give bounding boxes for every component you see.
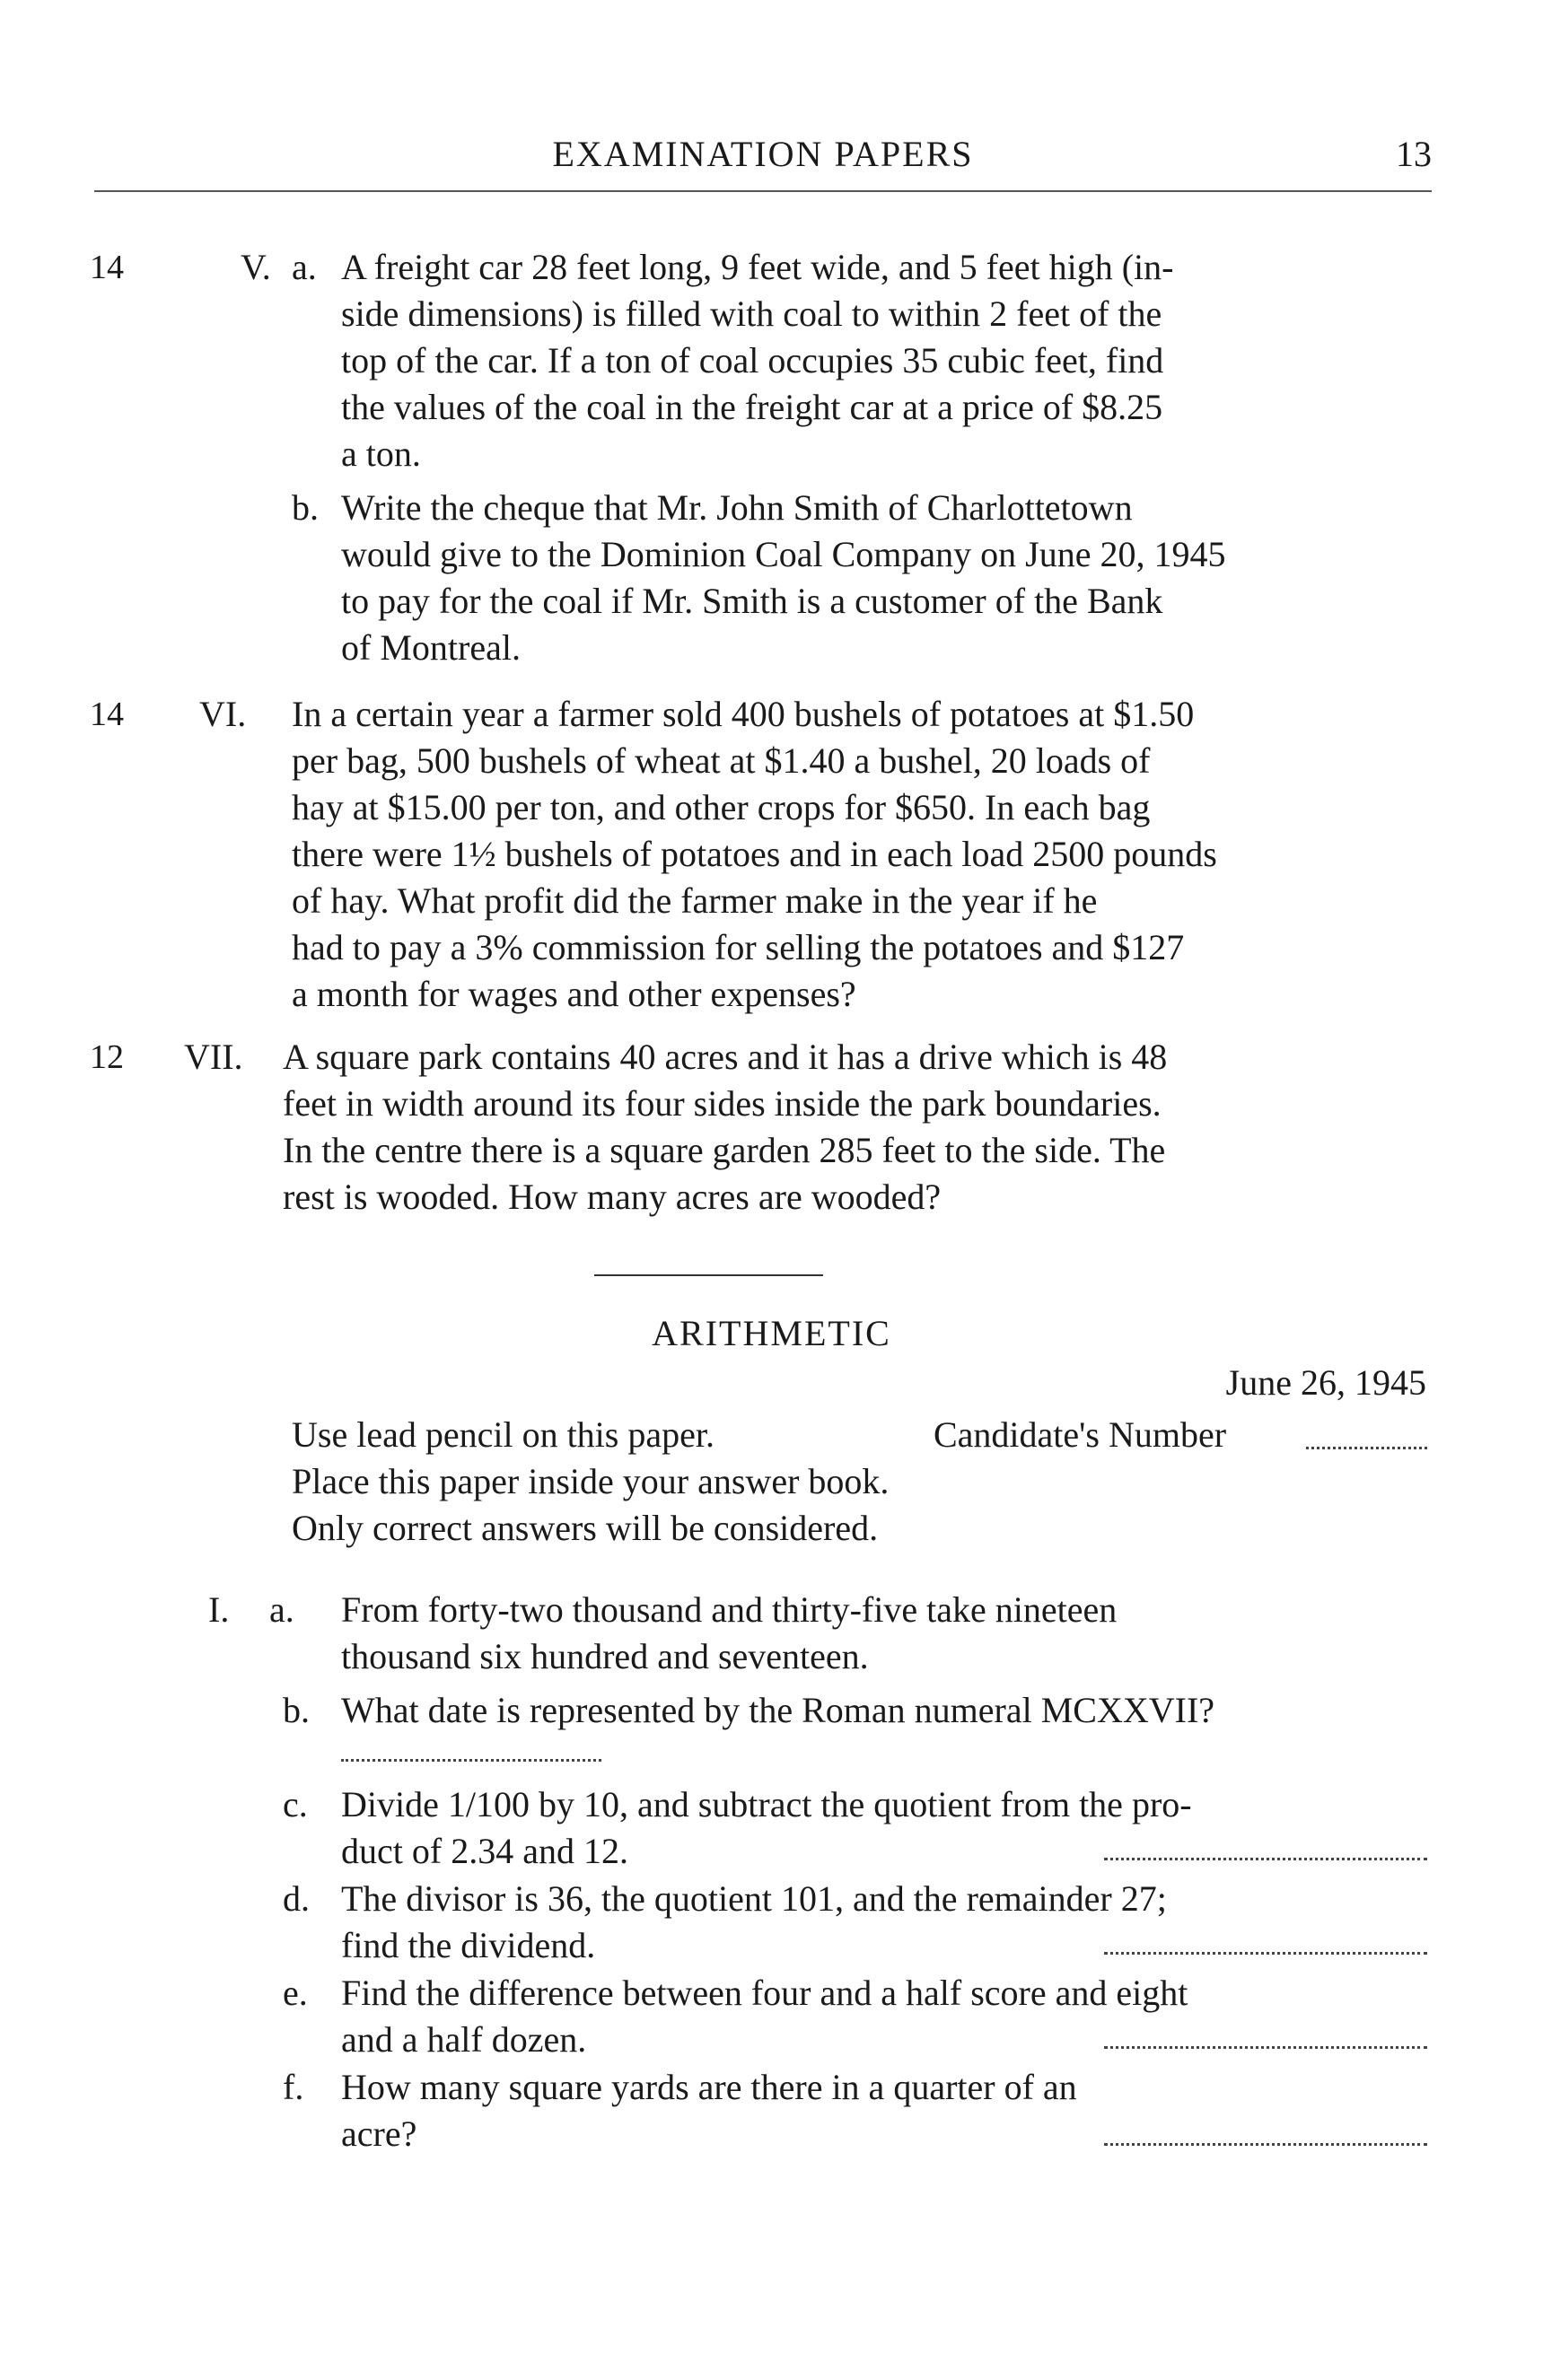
q5b-line-4: of Montreal.	[341, 627, 521, 668]
ie-line-2: and a half dozen.	[341, 2019, 587, 2060]
q5a-line-2: side dimensions) is filled with coal to within 2 feet of the	[341, 293, 1162, 334]
instruction-1: Use lead pencil on this paper.	[292, 1414, 715, 1455]
q6-line-1: In a certain year a farmer sold 400 bushels of potatoes at $1.50	[292, 694, 1195, 734]
ib-line-1: What date is represented by the Roman numeral MCXXVII?	[341, 1690, 1215, 1730]
q5a-line-4: the values of the coal in the freight car at a price of $8.25	[341, 387, 1163, 427]
ia-line-1: From forty-two thousand and thirty-five take nineteen	[341, 1589, 1118, 1630]
q5b-line-3: to pay for the coal if Mr. Smith is a customer of the Bank	[341, 581, 1163, 621]
id-line-2: find the dividend.	[341, 1925, 596, 1965]
q7-line-4: rest is wooded. How many acres are wooded?	[283, 1177, 942, 1217]
section-title-arithmetic: ARITHMETIC	[652, 1313, 891, 1353]
page-number: 13	[1396, 134, 1432, 174]
answer-field-if[interactable]	[1104, 2143, 1427, 2146]
part-label-q5a: a.	[292, 247, 317, 287]
ia-line-2: thousand six hundred and seventeen.	[341, 1636, 869, 1676]
ic-line-1: Divide 1/100 by 10, and subtract the quotient from the pro-	[341, 1784, 1192, 1824]
part-label-if: f.	[283, 2067, 304, 2107]
exam-date: June 26, 1945	[1225, 1362, 1426, 1403]
ie-line-1: Find the difference between four and a half score and eight	[341, 1973, 1188, 2013]
q7-line-1: A square park contains 40 acres and it has a drive which is 48	[283, 1037, 1168, 1077]
part-label-ie: e.	[283, 1973, 308, 2013]
part-label-q5b: b.	[292, 487, 319, 528]
page-header	[94, 133, 1432, 192]
section-divider	[594, 1274, 823, 1276]
q6-line-6: had to pay a 3% commission for selling the potatoes and $127	[292, 927, 1185, 967]
candidate-number-label: Candidate's Number	[934, 1414, 1227, 1455]
question-number-i: I.	[208, 1589, 230, 1630]
q5b-line-2: would give to the Dominion Coal Company on June 20, 1945	[341, 534, 1226, 574]
answer-field-ic[interactable]	[1104, 1858, 1427, 1860]
q7-line-3: In the centre there is a square garden 285 feet to the side. The	[283, 1130, 1166, 1170]
id-line-1: The divisor is 36, the quotient 101, and the remainder 27;	[341, 1878, 1167, 1919]
question-number-q6: VI.	[199, 694, 247, 734]
question-number-q7: VII.	[184, 1037, 243, 1077]
q6-line-4: there were 1½ bushels of potatoes and in each load 2500 pounds	[292, 834, 1217, 874]
q5a-line-3: top of the car. If a ton of coal occupies 35 cubic feet, find	[341, 340, 1164, 381]
q6-line-5: of hay. What profit did the farmer make in the year if he	[292, 880, 1098, 921]
if-line-1: How many square yards are there in a quarter of an	[341, 2067, 1077, 2107]
q7-line-2: feet in width around its four sides inside the park boundaries.	[283, 1083, 1162, 1124]
q5a-line-5: a ton.	[341, 433, 421, 474]
question-number-q5: V.	[241, 247, 271, 287]
marks-q5: 14	[90, 249, 124, 286]
instruction-2: Place this paper inside your answer book.	[292, 1461, 890, 1501]
if-line-2: acre?	[341, 2113, 417, 2154]
q5a-line-1: A freight car 28 feet long, 9 feet wide, and 5 feet high (in-	[341, 247, 1174, 287]
part-label-ic: c.	[283, 1784, 308, 1824]
marks-q7: 12	[90, 1038, 124, 1076]
part-label-id: d.	[283, 1878, 310, 1919]
q5b-line-1: Write the cheque that Mr. John Smith of Charlottetown	[341, 487, 1133, 528]
answer-field-id[interactable]	[1104, 1952, 1427, 1955]
candidate-number-field[interactable]	[1306, 1447, 1427, 1449]
running-title: EXAMINATION PAPERS	[552, 134, 974, 174]
answer-field-ib[interactable]	[341, 1759, 601, 1762]
instruction-3: Only correct answers will be considered.	[292, 1508, 879, 1548]
part-label-ib: b.	[283, 1690, 310, 1730]
q6-line-3: hay at $15.00 per ton, and other crops for $650. In each bag	[292, 787, 1151, 827]
part-label-ia: a.	[269, 1589, 294, 1630]
q6-line-2: per bag, 500 bushels of wheat at $1.40 a bushel, 20 loads of	[292, 740, 1151, 781]
q6-line-7: a month for wages and other expenses?	[292, 974, 856, 1014]
marks-q6: 14	[90, 696, 124, 733]
answer-field-ie[interactable]	[1104, 2046, 1427, 2049]
ic-line-2: duct of 2.34 and 12.	[341, 1831, 628, 1871]
